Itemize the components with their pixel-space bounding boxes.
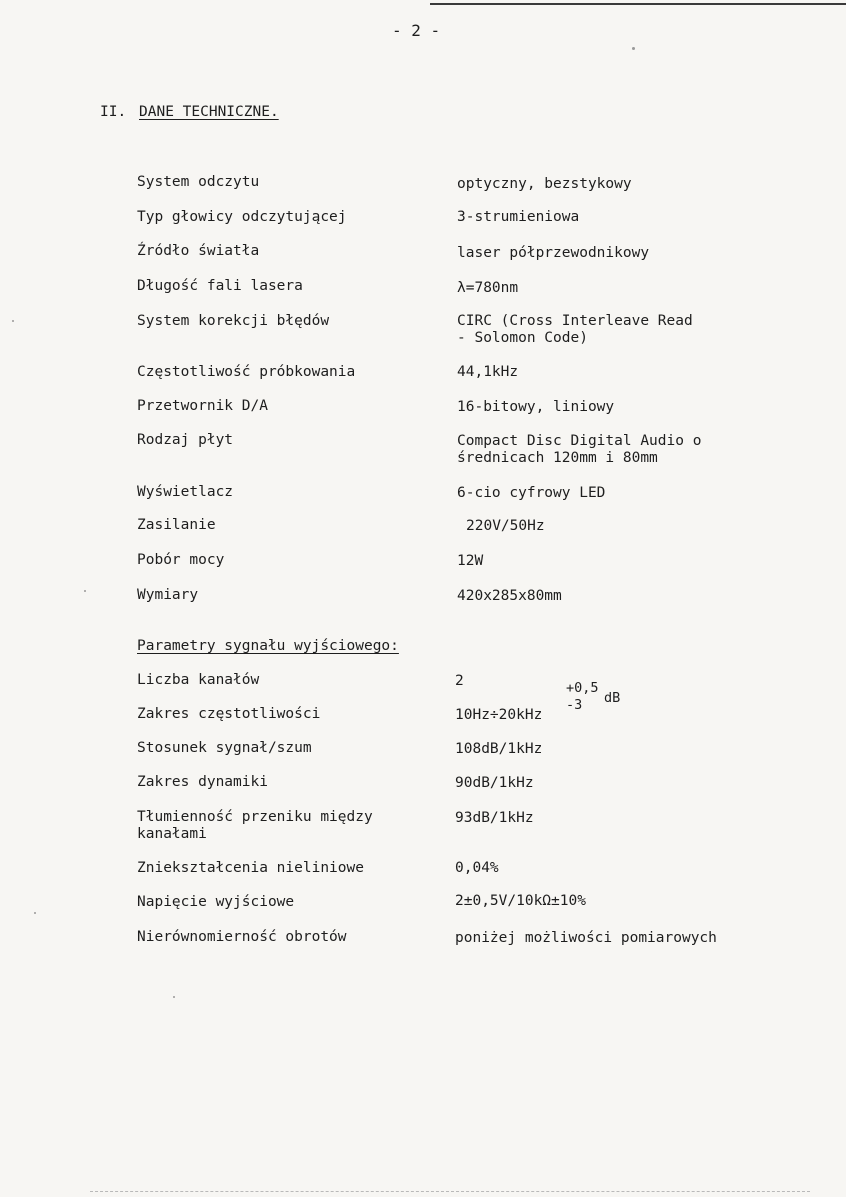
spec-value: 220V/50Hz: [466, 518, 545, 534]
spec-label: Wymiary: [137, 587, 199, 603]
spec-value: CIRC (Cross Interleave Read - Solomon Code): [457, 313, 693, 346]
scan-speck: [632, 47, 635, 50]
output-spec-label: Nierównomierność obrotów: [137, 929, 347, 945]
section-number: II.: [100, 104, 127, 120]
output-spec-value: 2±0,5V/10kΩ±10%: [455, 893, 586, 909]
spec-label: Pobór mocy: [137, 552, 225, 568]
spec-label: Typ głowicy odczytującej: [137, 209, 347, 225]
spec-label: Wyświetlacz: [137, 484, 234, 500]
spec-value: 6-cio cyfrowy LED: [457, 485, 606, 501]
spec-value: 16-bitowy, liniowy: [457, 399, 615, 415]
spec-label: System odczytu: [137, 174, 260, 190]
spec-label: Częstotliwość próbkowania: [137, 364, 356, 380]
output-spec-label: Stosunek sygnał/szum: [137, 740, 312, 756]
bottom-edge-line: [90, 1191, 810, 1193]
output-spec-label: Tłumienność przeniku między kanałami: [137, 809, 373, 842]
spec-label: Źródło światła: [137, 243, 260, 259]
tolerance-plus: +0,5: [566, 680, 599, 696]
output-spec-label: Zakres częstotliwości: [137, 706, 321, 722]
tolerance-unit: dB: [604, 690, 621, 706]
output-spec-label: Liczba kanałów: [137, 672, 260, 688]
spec-label: Zasilanie: [137, 517, 216, 533]
spec-value: 420x285x80mm: [457, 588, 562, 604]
spec-value: 12W: [457, 553, 484, 569]
scan-speck: [34, 912, 36, 914]
tolerance-minus: -3: [566, 697, 583, 713]
output-spec-value: 0,04%: [455, 860, 499, 876]
output-spec-label: Napięcie wyjściowe: [137, 894, 295, 910]
output-spec-value: 108dB/1kHz: [455, 741, 543, 757]
output-spec-label: Zakres dynamiki: [137, 774, 268, 790]
spec-value: optyczny, bezstykowy: [457, 176, 632, 192]
spec-value: Compact Disc Digital Audio o średnicach 120mm i 80mm: [457, 433, 702, 466]
spec-label: Przetwornik D/A: [137, 398, 268, 414]
spec-label: System korekcji błędów: [137, 313, 330, 329]
spec-value: 44,1kHz: [457, 364, 519, 380]
output-spec-value: 93dB/1kHz: [455, 810, 534, 826]
output-spec-value: poniżej możliwości pomiarowych: [455, 930, 717, 946]
scan-speck: [84, 590, 86, 592]
spec-value: 3-strumieniowa: [457, 209, 580, 225]
output-spec-value: 2: [455, 673, 464, 689]
output-spec-value: 10Hz÷20kHz: [455, 707, 543, 723]
scan-speck: [12, 320, 14, 322]
spec-value: laser półprzewodnikowy: [457, 245, 650, 261]
spec-label: Rodzaj płyt: [137, 432, 234, 448]
spec-label: Długość fali lasera: [137, 278, 303, 294]
output-section-title: Parametry sygnału wyjściowego:: [137, 638, 399, 654]
scan-speck: [173, 996, 175, 998]
output-spec-value: 90dB/1kHz: [455, 775, 534, 791]
section-title: DANE TECHNICZNE.: [139, 104, 279, 120]
spec-value: λ=780nm: [457, 280, 519, 296]
output-spec-label: Zniekształcenia nieliniowe: [137, 860, 364, 876]
page-number: - 2 -: [392, 21, 441, 40]
top-edge-line: [430, 3, 846, 5]
